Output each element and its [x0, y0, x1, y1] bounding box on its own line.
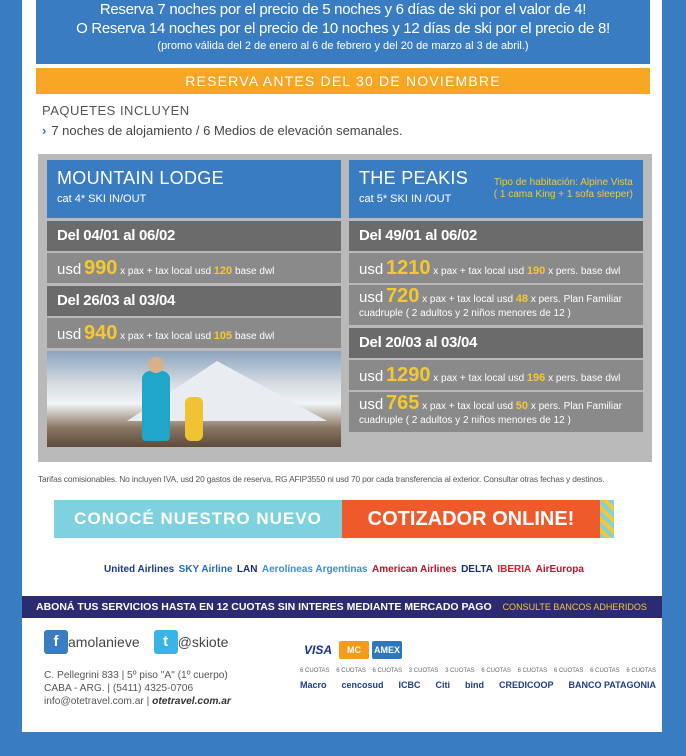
installment-label: 6 CUOTAS [481, 668, 511, 674]
price-note: x pers. Plan Familiar [530, 401, 622, 412]
installment-label: 6 CUOTAS [372, 668, 403, 674]
facebook-handle[interactable]: amolanieve [68, 634, 140, 650]
hotel-category: cat 4* SKI IN/OUT [57, 193, 147, 205]
fine-print: Tarifas comisionables. No incluyen IVA, usd 20 gastos de reserva, RG AFIP3550 ni usd 70 por cada transferencia al exterior. Consultar otras fechas y destinos. [38, 474, 605, 484]
price-pax: x pax + tax local usd [433, 266, 525, 277]
packages-title: PAQUETES INCLUYEN [42, 103, 190, 118]
price-pax: x pax + tax local usd [120, 331, 212, 342]
airline-delta: DELTA [461, 563, 493, 575]
tax-amount: 190 [526, 265, 546, 277]
price-row [349, 392, 643, 432]
ski-photo [47, 351, 341, 447]
visa-logo: VISA [300, 641, 336, 659]
promo-validity: (promo válida del 2 de enero al 6 de febrero y del 20 de marzo al 3 de abril.) [157, 40, 529, 52]
price-note: x pers. Plan Familiar [530, 294, 622, 305]
airline-sky: SKY Airline [178, 563, 233, 575]
period-dates: Del 26/03 al 03/04 [47, 286, 341, 316]
price-amount: 940 [83, 322, 118, 344]
price-pax: x pax + tax local usd [422, 401, 514, 412]
period-dates: Del 20/03 al 03/04 [349, 328, 643, 358]
currency: usd [359, 289, 384, 306]
installment-label: 6 CUOTAS [517, 668, 548, 674]
installments-row [300, 668, 656, 674]
bank-cencosud: cencosud [341, 680, 384, 690]
mastercard-logo: MC [339, 641, 369, 659]
price-amount: 1210 [385, 257, 431, 279]
hotel-the-peakis [349, 160, 643, 432]
hotel-name: MOUNTAIN LODGE [57, 168, 224, 188]
room-type-line-1: Tipo de habitación: Alpine Vista [493, 177, 633, 188]
price-note: x pers. base dwl [548, 373, 621, 384]
banner-left-text[interactable]: CONOCÉ NUESTRO NUEVO [54, 500, 342, 538]
period-dates: Del 04/01 al 06/02 [47, 221, 341, 251]
tax-amount: 120 [213, 265, 233, 277]
price-note: x pers. base dwl [548, 266, 621, 277]
twitter-icon[interactable]: t [154, 630, 178, 654]
price-note: base dwl [234, 331, 275, 342]
amex-logo: AMEX [372, 641, 402, 659]
bank-patagonia: BANCO PATAGONIA [568, 680, 656, 690]
hotel-name: THE PEAKIS [359, 168, 469, 188]
price-note-2: cuadruple ( 2 adultos y 2 niños menores de 12 ) [359, 308, 571, 319]
price-row [47, 318, 341, 348]
price-note-2: cuadruple ( 2 adultos y 2 niños menores de 12 ) [359, 415, 571, 426]
installment-label: 3 CUOTAS [445, 668, 475, 674]
tax-amount: 196 [526, 372, 546, 384]
banner-right-text[interactable]: COTIZADOR ONLINE! [342, 500, 600, 538]
period-dates: Del 49/01 al 06/02 [349, 221, 643, 251]
card-logos [300, 641, 402, 659]
consult-banks-link[interactable]: CONSULTE BANCOS ADHERIDOS [502, 602, 647, 612]
room-type-line-2: ( 1 cama King + 1 sofa sleeper) [493, 189, 633, 200]
address-line-2: CABA - ARG. | (5411) 4325-0706 [44, 683, 194, 694]
price-row [349, 360, 643, 390]
price-note: base dwl [234, 266, 275, 277]
hotel-header [349, 160, 643, 218]
packages-item [42, 123, 403, 138]
skier-figure-2 [185, 397, 203, 441]
currency: usd [359, 261, 384, 278]
installment-label: 6 CUOTAS [626, 668, 656, 674]
airline-lan: LAN [236, 563, 258, 575]
tax-amount: 48 [515, 293, 529, 305]
mp-text: ABONÁ TUS SERVICIOS HASTA EN 12 CUOTAS SIN INTERES MEDIANTE MERCADO PAGO [36, 601, 492, 613]
website-link[interactable]: otetravel.com.ar [152, 696, 231, 707]
price-amount: 765 [385, 392, 420, 414]
tax-amount: 105 [213, 330, 233, 342]
price-line [359, 285, 643, 307]
social-links [44, 630, 228, 654]
email-link[interactable]: info@otetravel.com.ar | [44, 696, 150, 707]
chevron-right-icon: › [42, 123, 47, 138]
currency: usd [359, 368, 384, 385]
packages-item-text: 7 noches de alojamiento / 6 Medios de elevación semanales. [51, 123, 403, 138]
mercado-pago-bar[interactable] [22, 596, 662, 618]
newsletter-page [22, 0, 662, 732]
skier-figure [142, 371, 170, 441]
tax-amount: 50 [515, 400, 529, 412]
bank-citi: Citi [435, 680, 450, 690]
price-pax: x pax + tax local usd [433, 373, 525, 384]
hotel-category: cat 5* SKI IN /OUT [359, 193, 452, 205]
bank-icbc: ICBC [398, 680, 421, 690]
contact-info [44, 669, 231, 708]
price-row [349, 253, 643, 283]
book-before-banner[interactable]: RESERVA ANTES DEL 30 DE NOVIEMBRE [36, 68, 650, 94]
price-amount: 1290 [385, 364, 431, 386]
airline-logos [104, 556, 584, 582]
bank-credicoop: CREDICOOP [498, 680, 554, 690]
email-web-line [44, 695, 231, 708]
bank-bind: bind [464, 680, 484, 690]
price-row [47, 253, 341, 283]
currency: usd [57, 326, 82, 343]
installment-label: 6 CUOTAS [553, 668, 584, 674]
quote-banner[interactable] [54, 500, 614, 538]
price-amount: 990 [83, 257, 118, 279]
banner-stripes [600, 500, 614, 538]
room-type [494, 177, 633, 201]
hotel-header [47, 160, 341, 218]
hotel-mountain-lodge [47, 160, 341, 447]
airline-aireuropa: AirEuropa [535, 563, 584, 575]
airline-iberia: IBERIA [497, 563, 532, 575]
address-line-1: C. Pellegrini 833 | 5º piso "A" (1º cuerpo) [44, 670, 228, 681]
price-pax: x pax + tax local usd [120, 266, 212, 277]
promo-line-2: O Reserva 14 noches por el precio de 10 noches y 12 días de ski por el precio de 8! [76, 20, 610, 37]
installment-label: 6 CUOTAS [300, 668, 330, 674]
promo-box [36, 0, 650, 64]
installment-label: 6 CUOTAS [336, 668, 366, 674]
installment-label: 6 CUOTAS [590, 668, 620, 674]
price-line [359, 392, 643, 414]
price-amount: 720 [385, 285, 420, 307]
bank-macro: Macro [300, 680, 327, 690]
bank-logos [300, 680, 656, 690]
currency: usd [57, 261, 82, 278]
facebook-icon[interactable]: f [44, 630, 68, 654]
price-pax: x pax + tax local usd [422, 294, 514, 305]
twitter-handle[interactable]: @skiote [177, 634, 229, 650]
airline-aerolineas: Aerolíneas Argentinas [261, 563, 368, 575]
price-row [349, 285, 643, 325]
installment-label: 3 CUOTAS [408, 668, 439, 674]
airline-united: United Airlines [104, 563, 175, 575]
airline-american: American Airlines [372, 563, 457, 575]
currency: usd [359, 396, 384, 413]
promo-line-1: Reserva 7 noches por el precio de 5 noches y 6 días de ski por el valor de 4! [99, 1, 587, 18]
